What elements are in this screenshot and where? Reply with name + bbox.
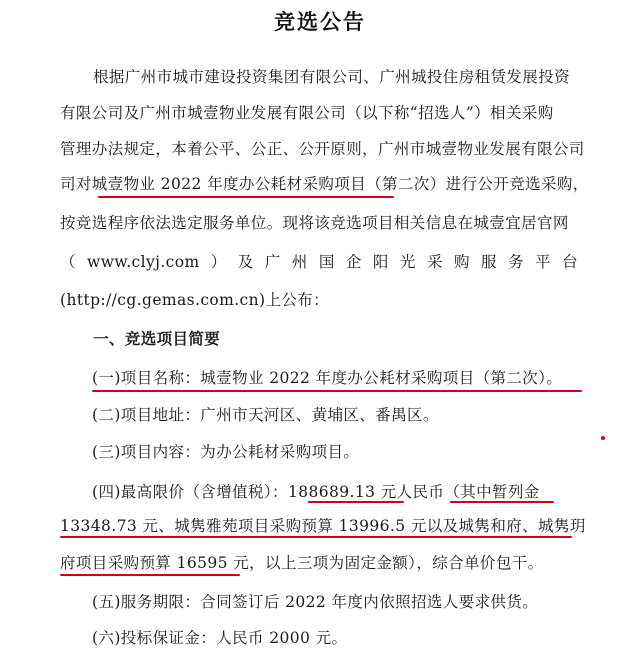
intro-line-1: 根据广州市城市建设投资集团有限公司、广州城投住房租赁发展投资 bbox=[93, 68, 571, 86]
item-max-price: (四)最高限价（含增值税）：188689.13 元人民币（其中暂列金 bbox=[92, 483, 540, 501]
website-token: 光 bbox=[399, 253, 416, 271]
website-token: 台 bbox=[562, 253, 578, 271]
item-project-address: (二)项目地址：广州市天河区、黄埔区、番禺区。 bbox=[92, 406, 439, 424]
red-mark-dot bbox=[601, 436, 605, 440]
item-project-content: (三)项目内容：为办公耗材采购项目。 bbox=[92, 443, 360, 461]
section-heading: 一、竞选项目简要 bbox=[93, 329, 221, 348]
item-max-price-cont-1: 13348.73 元、城隽雅苑项目采购预算 13996.5 元以及城隽和府、城隽玥 bbox=[60, 517, 586, 535]
website-token: 采 bbox=[426, 253, 443, 271]
website-url: www.clyj.com bbox=[87, 253, 200, 271]
website-token: 务 bbox=[508, 253, 524, 271]
website-line bbox=[0, 245, 640, 279]
item-project-name: (一)项目名称：城壹物业 2022 年度办公耗材采购项目（第二次）。 bbox=[92, 369, 563, 387]
highlight-underline bbox=[98, 196, 394, 198]
website-token: （ bbox=[60, 253, 76, 271]
website-token: 州 bbox=[291, 253, 308, 271]
intro-line-5: 按竞选程序依法选定服务单位。现将该竞选项目相关信息在城壹宜居官网 bbox=[60, 214, 569, 232]
item-max-price-cont-2: 府项目采购预算 16595 元，以上三项为固定金额），综合单价包干。 bbox=[60, 554, 544, 572]
item-service-period: (五)服务期限：合同签订后 2022 年度内依照招选人要求供货。 bbox=[92, 593, 539, 611]
item-bid-bond: (六)投标保证金：人民币 2000 元。 bbox=[92, 629, 348, 647]
website-token: 平 bbox=[535, 253, 551, 271]
website-token: 阳 bbox=[372, 253, 389, 271]
highlight-underline bbox=[60, 574, 240, 576]
website-token: 企 bbox=[345, 253, 362, 271]
page-title: 竞选公告 bbox=[274, 9, 366, 34]
website-token: 购 bbox=[453, 253, 470, 271]
highlight-underline bbox=[92, 390, 582, 392]
highlight-underline bbox=[308, 501, 404, 503]
website-token: 服 bbox=[481, 253, 497, 271]
website-token: 及 bbox=[237, 253, 254, 271]
website-token: 广 bbox=[264, 253, 281, 271]
website-token: ） bbox=[210, 253, 227, 271]
website-token: 国 bbox=[318, 253, 335, 271]
highlight-underline bbox=[60, 536, 572, 538]
intro-line-2: 有限公司及广州市城壹物业发展有限公司（以下称“招选人”）相关采购 bbox=[60, 104, 554, 122]
intro-line-3: 管理办法规定，本着公平、公正、公开原则，广州市城壹物业发展有限公司 bbox=[60, 140, 585, 158]
platform-line: (http://cg.gemas.com.cn)上公布： bbox=[60, 291, 330, 309]
highlight-underline bbox=[450, 501, 554, 503]
intro-line-4: 司对城壹物业 2022 年度办公耗材采购项目（第二次）进行公开竞选采购， bbox=[60, 175, 589, 193]
